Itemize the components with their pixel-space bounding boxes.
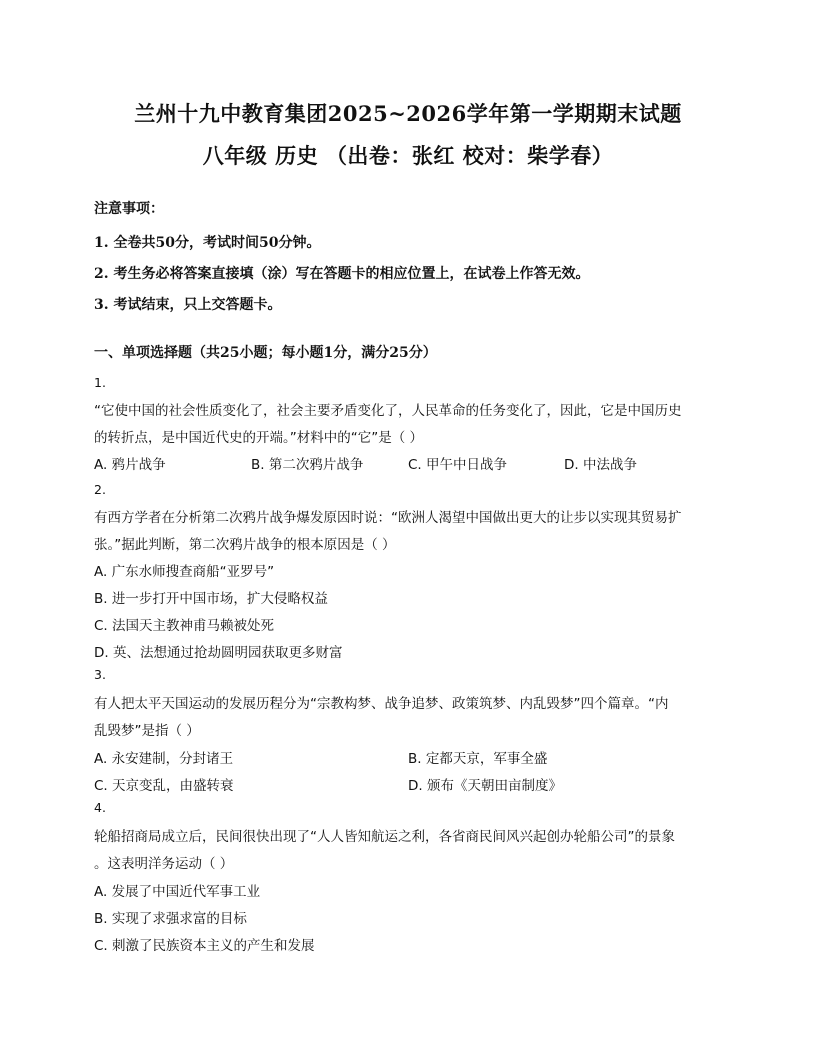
question-stem: 乱毁梦”是指（ ） (94, 723, 200, 739)
question-stem: 。这表明洋务运动（ ） (94, 856, 234, 872)
option-c: C. 甲午中日战争 (408, 457, 508, 473)
question-stem: 有人把太平天国运动的发展历程分为“宗教构梦、战争追梦、政策筑梦、内乱毁梦”四个篇章。“内 (94, 696, 669, 712)
question-stem: 张。”据此判断，第二次鸦片战争的根本原因是（ ） (94, 537, 396, 553)
exam-subtitle: 八年级 历史 （出卷：张红 校对：柴学春） (202, 143, 614, 168)
option-d: D. 颁布《天朝田亩制度》 (408, 778, 562, 794)
note-item: 1. 全卷共50分，考试时间50分钟。 (94, 235, 321, 251)
question-stem: 有西方学者在分析第二次鸦片战争爆发原因时说：“欧洲人渴望中国做出更大的让步以实现其贸易扩 (94, 510, 682, 526)
question-number: 3. (94, 667, 106, 682)
note-item: 2. 考生务必将答案直接填（涂）写在答题卡的相应位置上，在试卷上作答无效。 (94, 266, 590, 282)
note-item: 3. 考试结束，只上交答题卡。 (94, 297, 282, 313)
option-d: D. 英、法想通过抢劫圆明园获取更多财富 (94, 645, 343, 661)
question-stem: “它使中国的社会性质变化了，社会主要矛盾变化了，人民革命的任务变化了，因此，它是中国历史 (94, 403, 682, 419)
question-stem: 的转折点，是中国近代史的开端。”材料中的“它”是（ ） (94, 430, 424, 446)
section-heading: 一、单项选择题（共25小题；每小题1分，满分25分） (94, 345, 437, 361)
option-b: B. 定都天京，军事全盛 (408, 751, 548, 767)
option-d: D. 中法战争 (564, 457, 637, 473)
option-a: A. 永安建制，分封诸王 (94, 751, 234, 767)
question-number: 2. (94, 482, 106, 497)
option-b: B. 第二次鸦片战争 (251, 457, 364, 473)
option-a: A. 广东水师搜查商船“亚罗号” (94, 564, 275, 580)
option-b: B. 进一步打开中国市场，扩大侵略权益 (94, 591, 328, 607)
option-b: B. 实现了求强求富的目标 (94, 911, 247, 927)
option-c: C. 法国天主教神甫马赖被处死 (94, 618, 275, 634)
notes-heading: 注意事项： (94, 201, 164, 217)
question-number: 1. (94, 375, 106, 390)
option-c: C. 刺激了民族资本主义的产生和发展 (94, 938, 315, 954)
option-a: A. 鸦片战争 (94, 457, 166, 473)
option-c: C. 天京变乱，由盛转衰 (94, 778, 234, 794)
exam-title: 兰州十九中教育集团2025~2026学年第一学期期末试题 (134, 101, 682, 126)
question-number: 4. (94, 800, 106, 815)
question-stem: 轮船招商局成立后，民间很快出现了“人人皆知航运之利，各省商民间风兴起创办轮船公司”的景象 (94, 829, 675, 845)
option-a: A. 发展了中国近代军事工业 (94, 884, 261, 900)
